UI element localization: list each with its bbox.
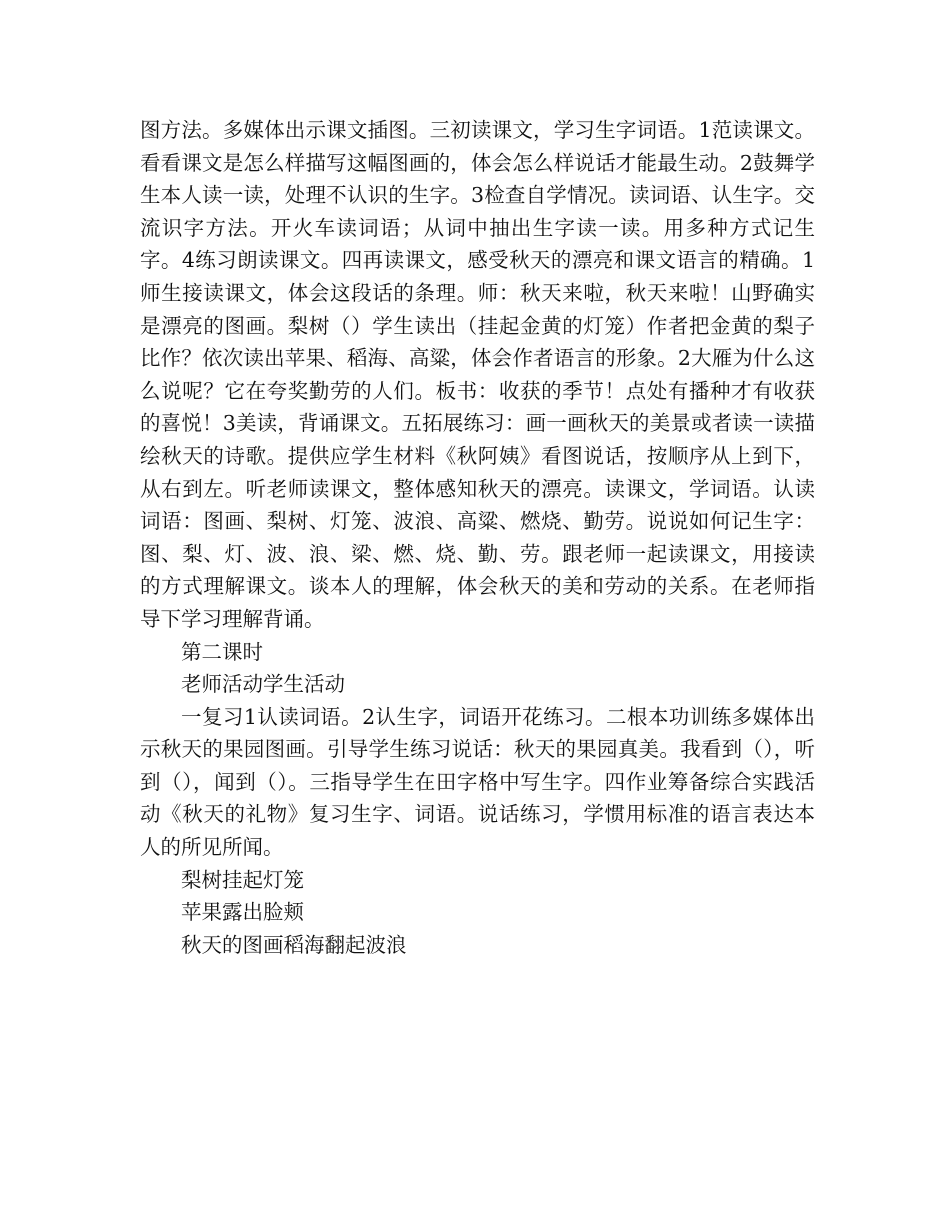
document-page <box>140 114 815 961</box>
body-paragraph-lesson-two: 一复习1认读词语。2认生字，词语开花练习。二根本功训练多媒体出示秋天的果园图画。引导学生练习说话：秋天的果园真美。我看到（），听到（），闻到（）。三指导学生在田字格中写生字。四作业筹备综合实践活动《秋天的礼物》复习生字、词语。说话练习，学惯用标准的语言表达本人的所见所闻。 <box>140 704 815 860</box>
board-line-apple: 苹果露出脸颊 <box>181 900 304 925</box>
board-line-rice: 秋天的图画稻海翻起波浪 <box>181 932 407 957</box>
body-paragraph-lesson-one: 图方法。多媒体出示课文插图。三初读课文，学习生字词语。1范读课文。看看课文是怎么样描写这幅图画的，体会怎么样说话才能最生动。2鼓舞学生本人读一读，处理不认识的生字。3检查自学情况。读词语、认生字。交流识字方法。开火车读词语；从词中抽出生字读一读。用多种方式记生字。4练习朗读课文。四再读课文，感受秋天的漂亮和课文语言的精确。1师生接读课文，体会这段话的条理。师：秋天来啦，秋天来啦！山野确实是漂亮的图画。梨树（）学生读出（挂起金黄的灯笼）作者把金黄的梨子比作？依次读出苹果、稻海、高粱，体会作者语言的形象。2大雁为什么这么说呢？它在夸奖勤劳的人们。板书：收获的季节！点处有播种才有收获的喜悦！3美读，背诵课文。五拓展练习：画一画秋天的美景或者读一读描绘秋天的诗歌。提供应学生材料《秋阿姨》看图说话，按顺序从上到下，从右到左。听老师读课文，整体感知秋天的漂亮。读课文，学词语。认读词语：图画、梨树、灯笼、波浪、高粱、燃烧、勤劳。说说如何记生字：图、梨、灯、波、浪、梁、燃、烧、勤、劳。跟老师一起读课文，用接读的方式理解课文。谈本人的理解，体会秋天的美和劳动的关系。在老师指导下学习理解背诵。 <box>140 118 815 631</box>
table-header-activities: 老师活动学生活动 <box>181 672 345 697</box>
heading-second-lesson: 第二课时 <box>181 639 263 664</box>
board-line-pear: 梨树挂起灯笼 <box>181 867 304 892</box>
